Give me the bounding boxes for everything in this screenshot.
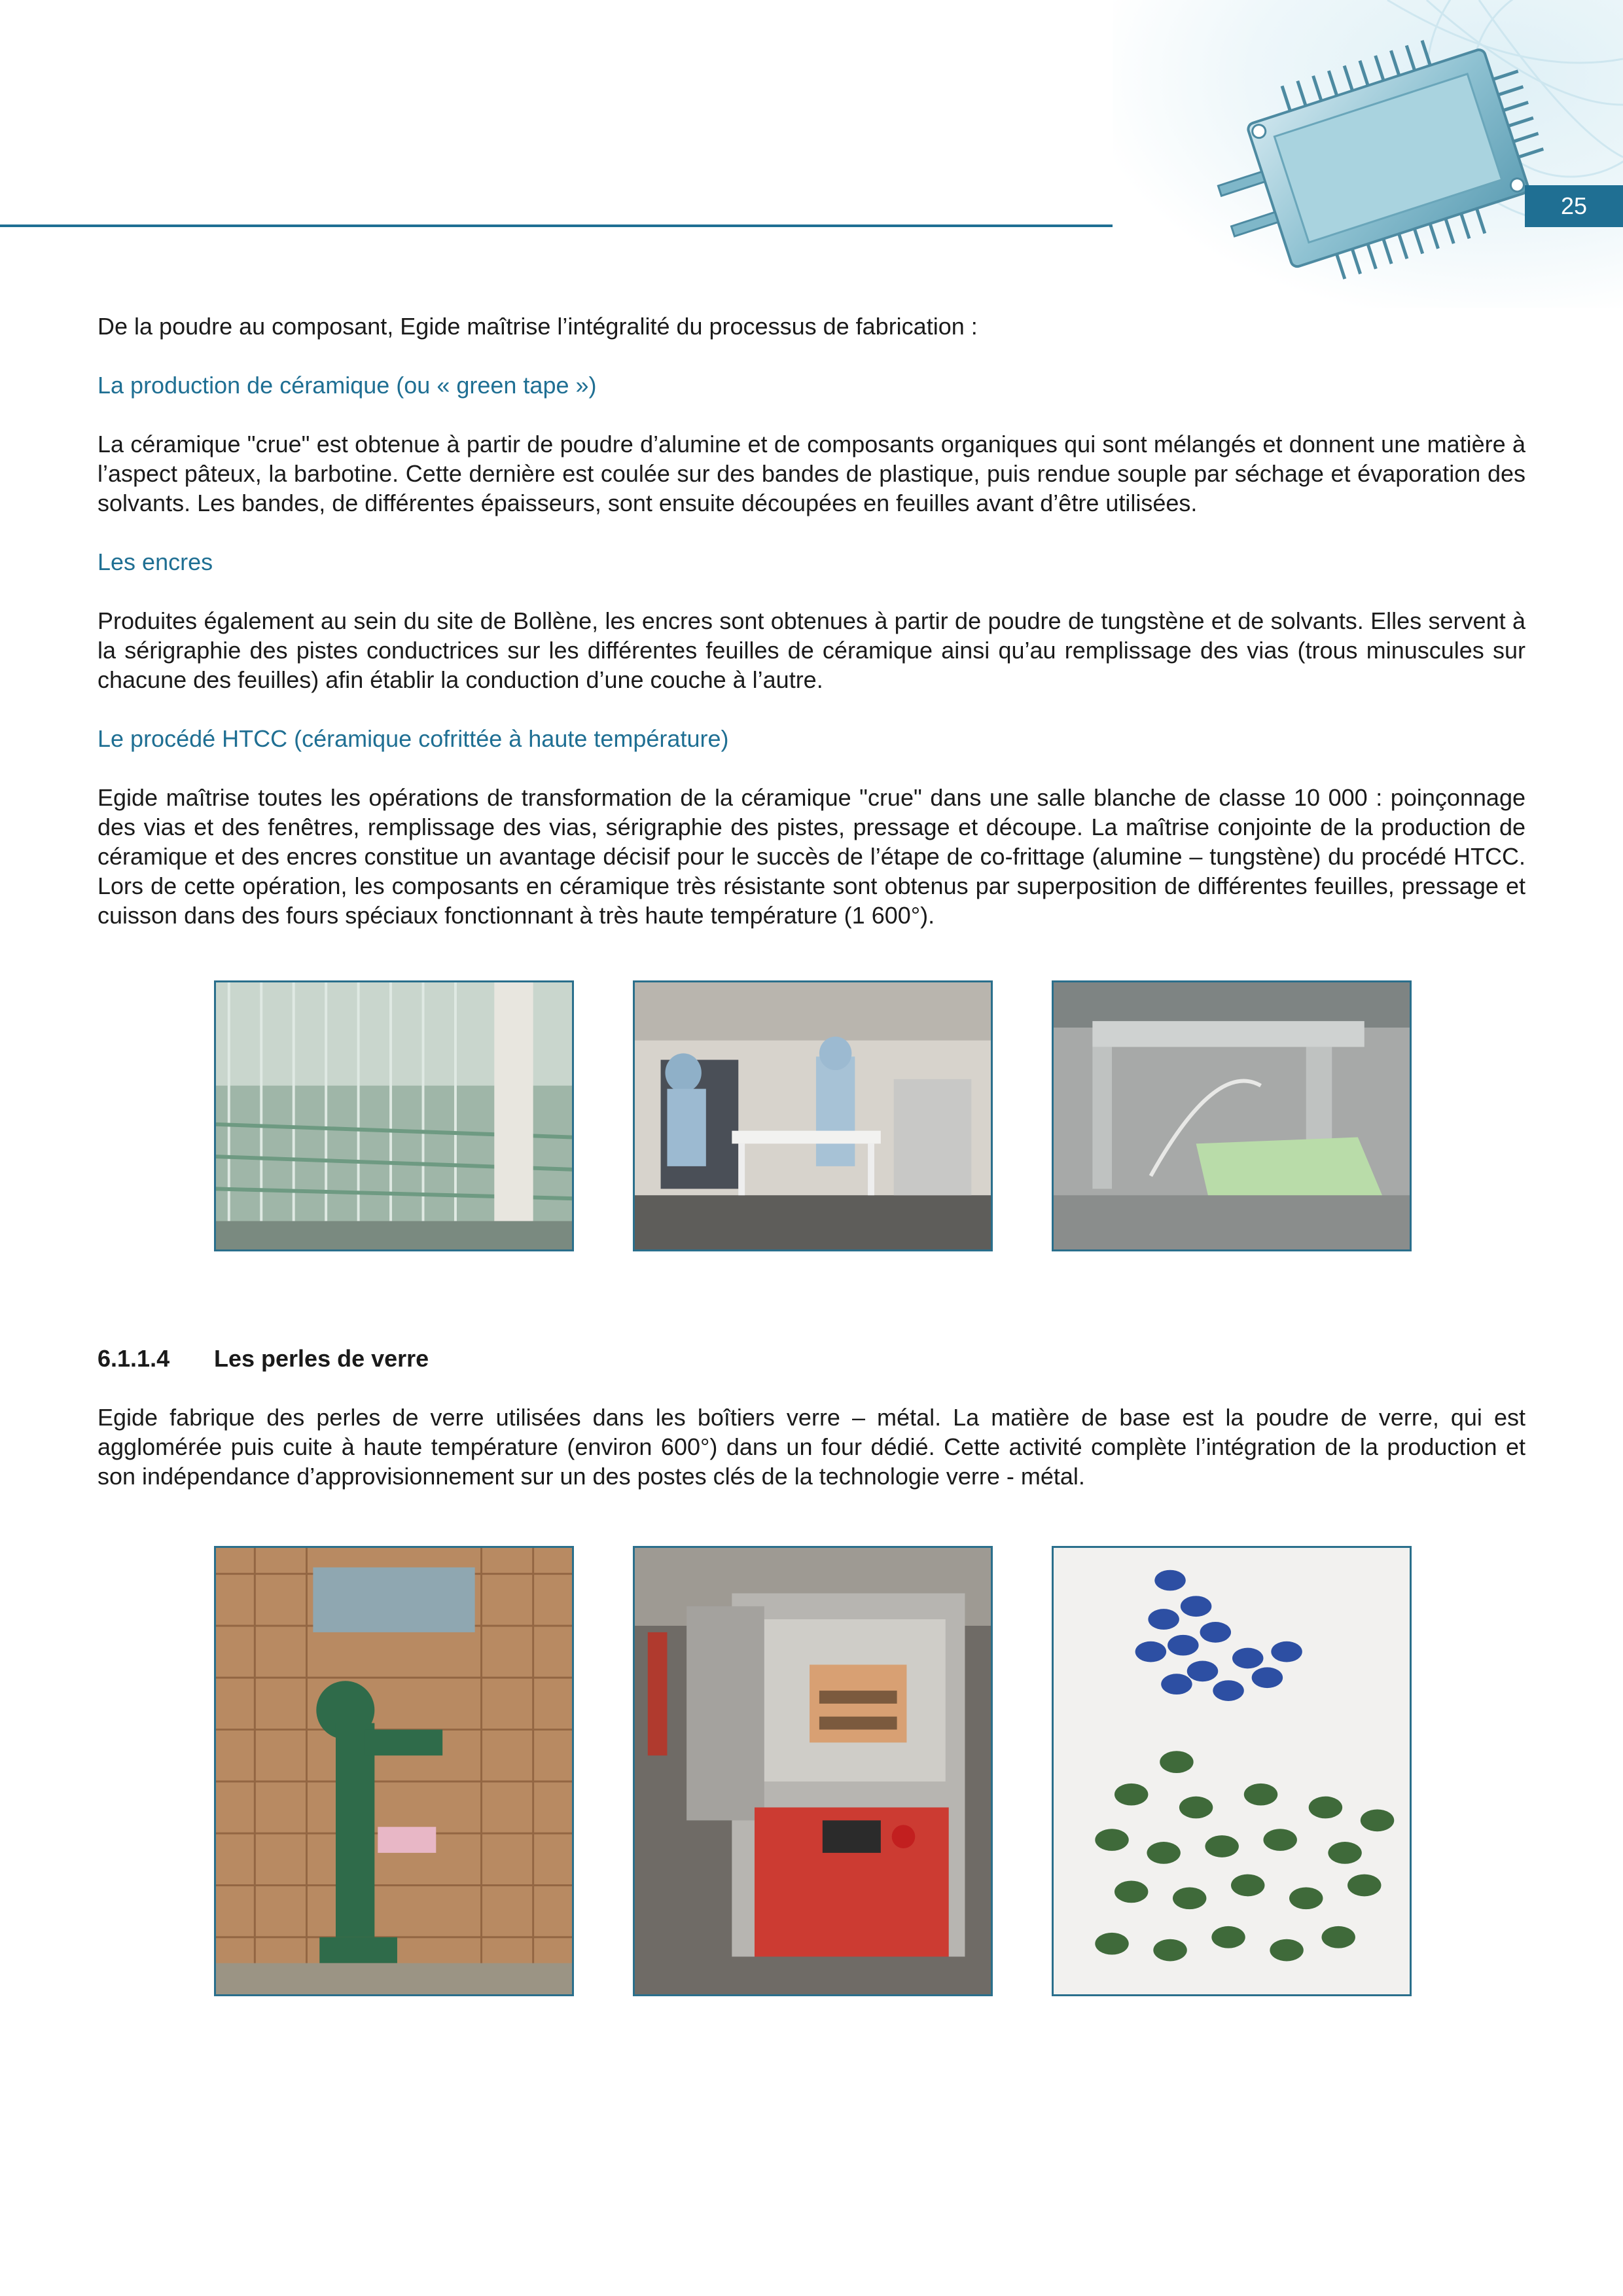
- section-htcc: [98, 724, 1525, 753]
- section-title: [98, 1344, 1525, 1373]
- intro-text: De la poudre au composant, Egide maîtrise l’intégralité du processus de fabrication :: [98, 313, 978, 340]
- intro-block: [98, 312, 1525, 341]
- furnace-photo: [633, 1546, 993, 1996]
- section-title-text: Les perles de verre: [214, 1345, 429, 1372]
- section-text: Produites également au sein du site de Bollène, les encres sont obtenues à partir de poudre de tungstène et de solvants. Elles servent à la sérigraphie des pistes conductrices sur les différentes feuilles de céramique ainsi qu’au remplissage des vias (trous minuscules sur chacune des feuilles) afin établir la conduction d’une couche à l’autre.: [98, 607, 1525, 693]
- section-green-tape: [98, 370, 1525, 400]
- section-green-tape-body: [98, 429, 1525, 518]
- section-text: Egide maîtrise toutes les opérations de transformation de la céramique "crue" dans une salle blanche de classe 10 000 : poinçonnage des vias et des fenêtres, remplissage des vias, sérigraphie des pistes, pressage et découpe. La maîtrise conjointe de la production de céramique et des encres constitue un avantage décisif pour le succès de l’étape de co-frittage (alumine – tungstène) du procédé HTCC. Lors de cette opération, les composants en céramique très résistante sont obtenus par superposition de différentes feuilles, pressage et cuisson dans des fours spéciaux fonctionnant à très haute température (1 600°).: [98, 784, 1525, 929]
- ceramic-package-icon: [1113, 0, 1623, 308]
- section-number: 6.1.1.4: [98, 1345, 170, 1372]
- glass-beads-photo: [1052, 1546, 1412, 1996]
- section-heading: La production de céramique (ou « green tape »): [98, 372, 597, 399]
- press-machine-cage-photo: [214, 1546, 574, 1996]
- cleanroom-curtain-photo: [214, 980, 574, 1251]
- section-heading: Les encres: [98, 548, 213, 575]
- section-htcc-body: [98, 783, 1525, 930]
- header-rule: [0, 224, 1115, 227]
- section-text: La céramique "crue" est obtenue à partir de poudre d’alumine et de composants organiques qui sont mélangés et donnent une matière à l’aspect pâteux, la barbotine. Cette dernière est coulée sur des bandes de plastique, puis rendue souple par séchage et évaporation des solvants. Les bandes, de différentes épaisseurs, sont ensuite découpées en feuilles avant d’être utilisées.: [98, 431, 1525, 516]
- screen-printing-machine-photo: [1052, 980, 1412, 1251]
- cleanroom-workstation-photo: [633, 980, 993, 1251]
- section-text: Egide fabrique des perles de verre utilisées dans les boîtiers verre – métal. La matière de base est la poudre de verre, qui est agglomérée puis cuite à haute température (environ 600°) dans un four dédié. Cette activité complète l’intégration de la production et son indépendance d’approvisionnement sur un des postes clés de la technologie verre - métal.: [98, 1404, 1525, 1490]
- page-number: 25: [1525, 185, 1623, 227]
- section-encres-body: [98, 606, 1525, 694]
- section-perles-de-verre: [98, 1344, 1525, 1373]
- section-perles-body: [98, 1403, 1525, 1491]
- section-heading: Le procédé HTCC (céramique cofrittée à haute température): [98, 725, 729, 752]
- section-encres: [98, 547, 1525, 577]
